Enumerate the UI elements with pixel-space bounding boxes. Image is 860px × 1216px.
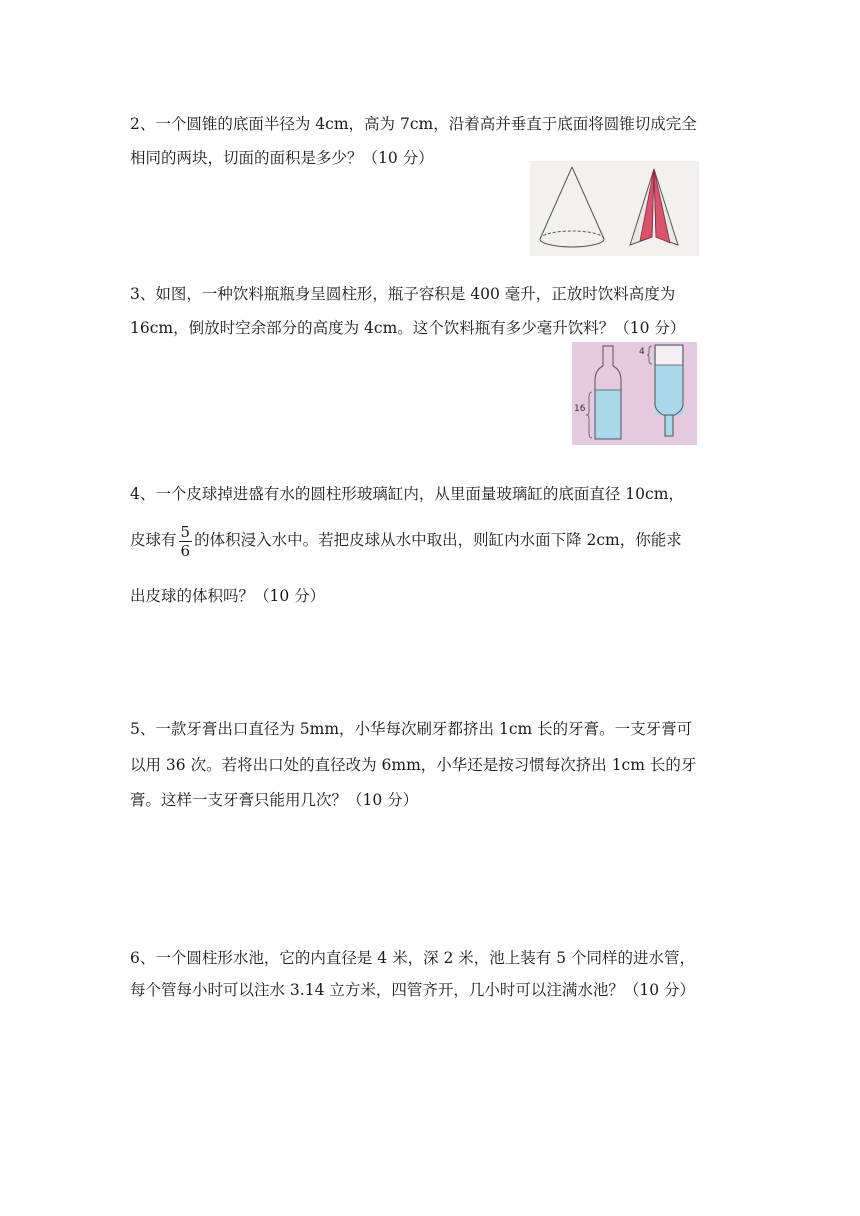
fraction-five-sixths	[179, 523, 193, 560]
question-5-line-1: 5、一款牙膏出口直径为 5mm，小华每次刷牙都挤出 1cm 长的牙膏。一支牙膏可	[130, 720, 693, 738]
question-3-line-2: 16cm，倒放时空余部分的高度为 4cm。这个饮料瓶有多少毫升饮料？（10 分）	[130, 319, 686, 337]
drink-height-label: 16	[574, 404, 586, 414]
question-4-line-2-start: 皮球有	[130, 531, 177, 549]
cone-figure	[530, 161, 699, 256]
question-5-line-2: 以用 36 次。若将出口处的直径改为 6mm，小华还是按习惯每次挤出 1cm 长的牙	[130, 756, 697, 774]
question-6-line-1: 6、一个圆柱形水池，它的内直径是 4 米，深 2 米，池上装有 5 个同样的进水管，	[130, 949, 696, 967]
question-5-line-3: 膏。这样一支牙膏只能用几次？（10 分）	[130, 791, 419, 809]
empty-height-label: 4	[639, 347, 645, 357]
question-2-line-1: 2、一个圆锥的底面半径为 4cm，高为 7cm，沿着高并垂直于底面将圆锥切成完全	[130, 115, 697, 133]
question-4-line-1: 4、一个皮球掉进盛有水的圆柱形玻璃缸内，从里面量玻璃缸的底面直径 10cm，	[130, 485, 684, 503]
question-2-line-2: 相同的两块，切面的面积是多少？（10 分）	[130, 149, 434, 167]
fraction-numerator: 5	[180, 522, 191, 541]
question-4-line-2-end: 的体积浸入水中。若把皮球从水中取出，则缸内水面下降 2cm，你能求	[194, 531, 682, 549]
question-3-line-1: 3、如图，一种饮料瓶瓶身呈圆柱形，瓶子容积是 400 毫升，正放时饮料高度为	[130, 285, 676, 303]
question-4-line-2	[130, 522, 682, 560]
fraction-denominator: 6	[180, 541, 191, 560]
question-4-line-3: 出皮球的体积吗？（10 分）	[130, 587, 326, 605]
question-6-line-2: 每个管每小时可以注水 3.14 立方米，四管齐开，几小时可以注满水池？（10 分）	[130, 981, 696, 999]
bottle-figure	[572, 342, 697, 445]
